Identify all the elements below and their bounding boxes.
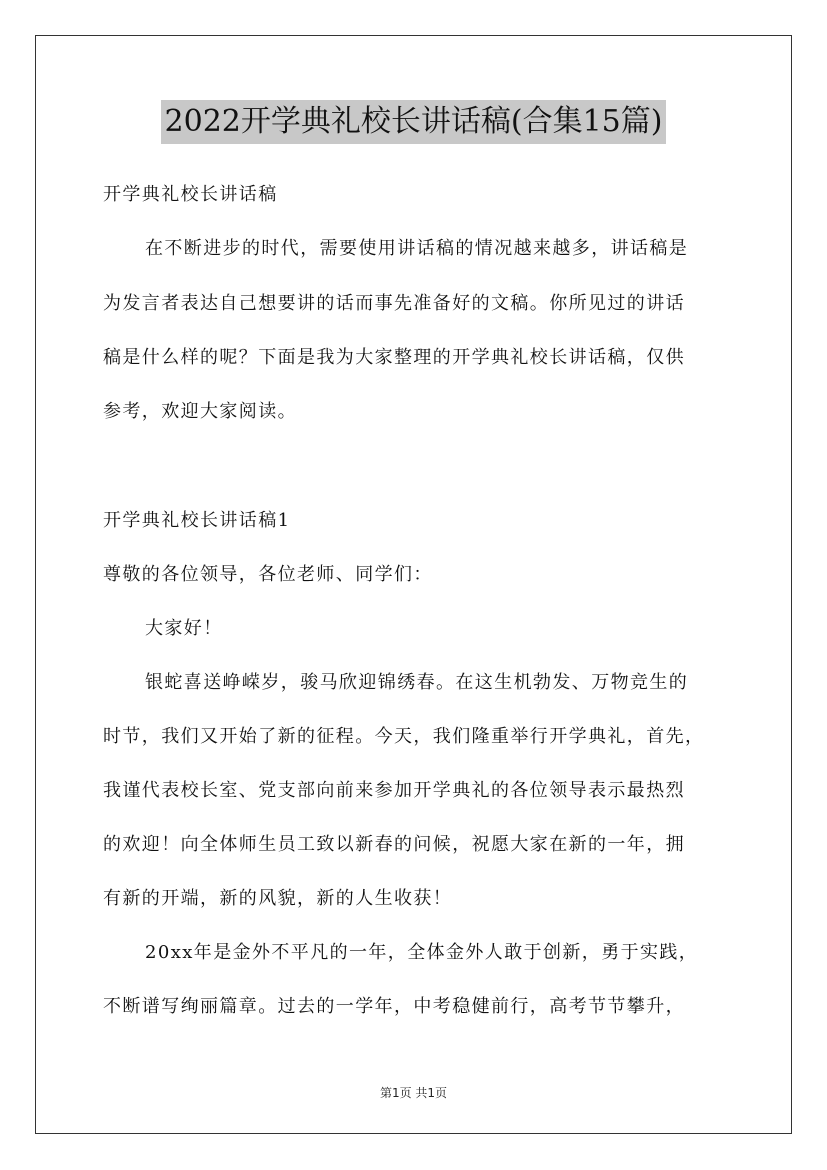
paragraph-line: 银蛇喜送峥嵘岁，骏马欣迎锦绣春。在这生机勃发、万物竞生的 [145,672,689,693]
paragraph-line: 的欢迎！向全体师生员工致以新春的问候，祝愿大家在新的一年，拥 [103,834,685,855]
section-heading: 开学典礼校长讲话稿 [103,184,278,205]
paragraph-line: 参考，欢迎大家阅读。 [103,401,297,422]
salutation-line: 尊敬的各位领导，各位老师、同学们： [103,564,433,585]
title-container [0,100,827,144]
paragraph-line: 为发言者表达自己想要讲的话而事先准备好的文稿。你所见过的讲话 [103,293,685,314]
section-heading: 开学典礼校长讲话稿1 [103,510,291,531]
paragraph-line: 有新的开端，新的风貌，新的人生收获！ [103,888,453,909]
paragraph-line: 稿是什么样的呢？下面是我为大家整理的开学典礼校长讲话稿，仅供 [103,347,685,368]
paragraph-line: 时节，我们又开始了新的征程。今天，我们隆重举行开学典礼，首先， [103,726,705,747]
paragraph-line: 不断谱写绚丽篇章。过去的一学年，中考稳健前行，高考节节攀升， [103,996,685,1017]
greeting-line: 大家好！ [145,618,223,639]
document-title: 2022开学典礼校长讲话稿(合集15篇) [161,100,667,144]
paragraph-line: 我谨代表校长室、党支部向前来参加开学典礼的各位领导表示最热烈 [103,780,685,801]
paragraph-line: 20xx年是金外不平凡的一年，全体金外人敢于创新，勇于实践， [145,942,699,963]
paragraph-line: 在不断进步的时代，需要使用讲话稿的情况越来越多，讲话稿是 [145,238,689,259]
page-footer: 第1页 共1页 [379,1086,448,1100]
